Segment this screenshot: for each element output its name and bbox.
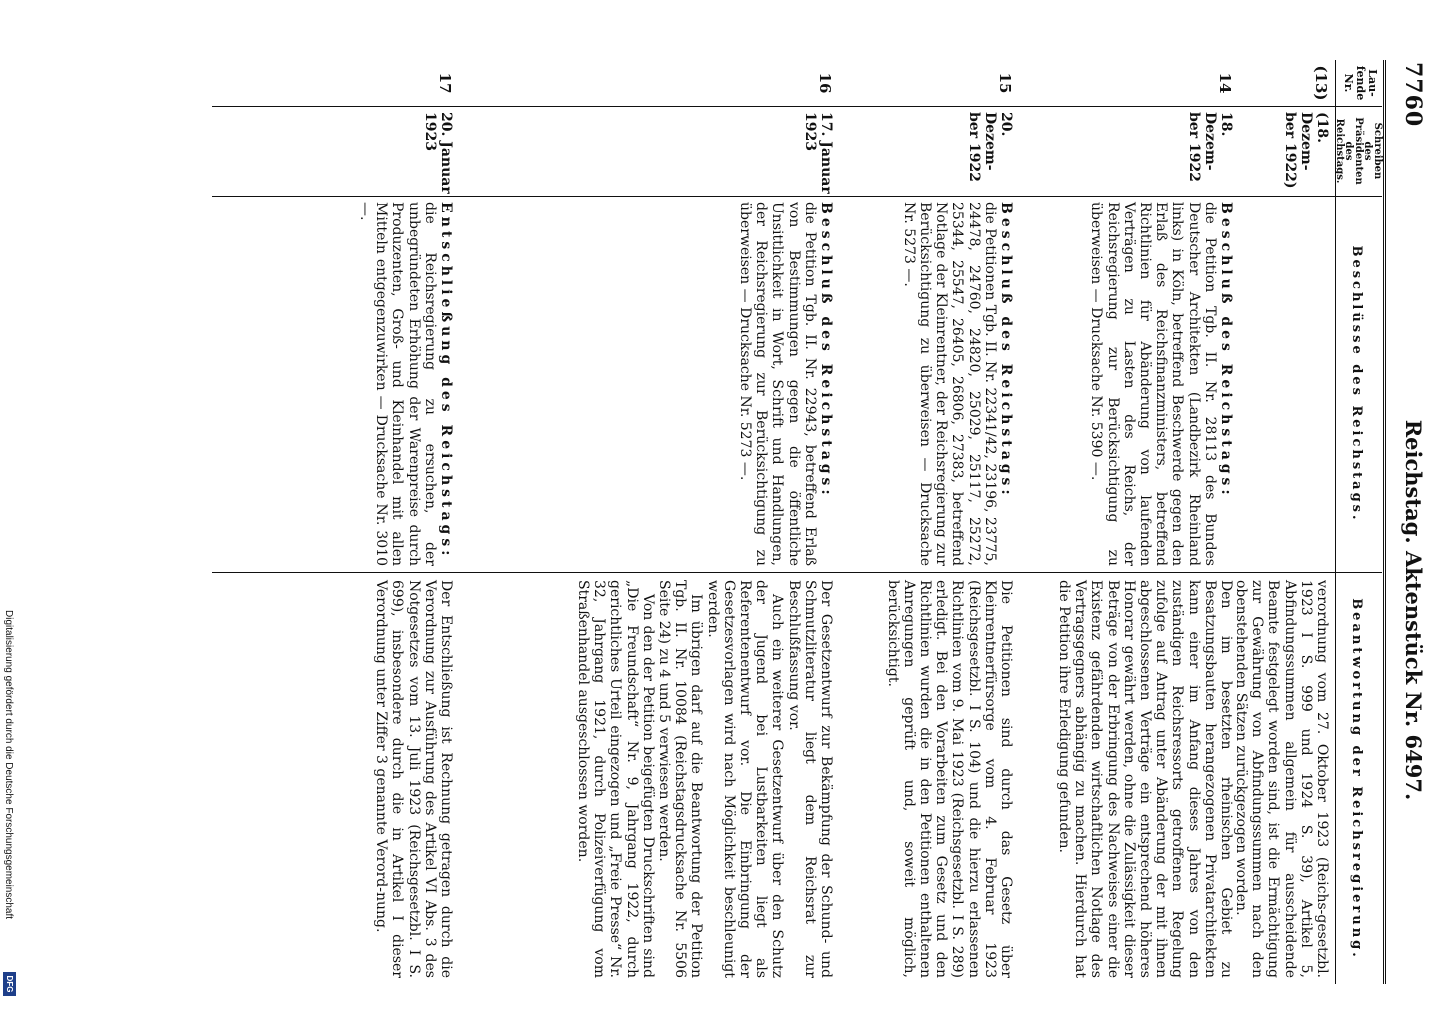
column-divider-date: [212, 196, 1382, 197]
row-resolution: [357, 202, 454, 566]
row-resolution: [737, 202, 834, 566]
row-response: [575, 580, 834, 978]
row-response: [373, 580, 454, 978]
column-divider-resolution: [212, 572, 1382, 573]
header-col-date: Schreiben des Präsidenten des Reichstags.: [1334, 117, 1383, 185]
header-col-resolution: Beschlüsse des Reichstags.: [1349, 245, 1364, 523]
row-response: [884, 580, 1014, 978]
continuation-response: verordnung vom 27. Oktober 1923 (Reichs-gesetzbl. 1923 I S. 999 und 1924 S. 39), Artikel 5, Abfindungssummen allgemein für ausscheidende Beamte festgelegt worden sind, ist die Ermächtigung zur Gewährung von Abfindungssummen nach den obenstehenden Sätzen zurückgezogen worden.: [1232, 580, 1330, 978]
response-paragraph: Der Gesetzentwurf zur Bekämpfung der Schund- und Schmutzliteratur liegt dem Reichsrat zur Beschlußfassung vor.: [785, 580, 834, 978]
resolution-text: die Petition Tgb. II. Nr. 22943, betreffend Erlaß von Bestimmungen gegen die öffentliche Unsittlichkeit in Wort, Schrift und Handlungen, der Reichsregierung zur Berücksichtigung zu überweisen — Drucksache Nr. 5273 —.: [736, 202, 818, 566]
header-bottom-rule: [1335, 60, 1336, 984]
response-paragraph: Die Petitionen sind durch das Gesetz über Kleinrentnerfürsorge vom 4. Februar 1923 (Reichsgesetzbl. I S. 104) und die hierzu erlassenen Richtlinien vom 9. Mai 1923 (Reichsgesetzbl. I S. 289) erledigt. Bei den Vorarbeiten zum Gesetz und den Richtlinien wurden die in den Petitionen enthaltenen Anregungen geprüft und, soweit möglich, berücksichtigt.: [884, 580, 1014, 978]
resolution-text: die Reichsregierung zu ersuchen, der unbegründeten Erhöhung der Warenpreise durch Produzenten, Groß- und Kleinhandel mit allen Mitteln entgegenzuwirken — Drucksache Nr. 3010 —.: [356, 202, 438, 566]
row-date: 17. Januar 1923: [802, 112, 834, 194]
resolution-title: Entschließung des Reichstags:: [438, 202, 454, 560]
resolution-title: Beschluß des Reichstags:: [1218, 202, 1234, 499]
dfg-logo: DFG: [3, 972, 16, 996]
response-paragraph: Den im besetzten rheinischen Gebiet zu Besatzungsbauten herangezogenen Privatarchitekten kann einer im Anfang dieses Jahres von den zuständigen Reichsressorts getroffenen Regelung zufolge auf Antrag unter Abänderung der mit ihnen abgeschlossenen Verträge ein entsprechend höheres Honorar gewährt werden, ohne die Zulässigkeit dieser Beträge von der Erbringung des Nachweises einer die Existenz gefährdenden wirtschaftlichen Notlage des Vertragsgegners abhängig zu machen. Hierdurch hat die Petition ihre Erledigung gefunden.: [1055, 580, 1234, 978]
row-resolution: [901, 202, 1014, 566]
response-paragraph: Im übrigen darf auf die Beantwortung der Petition Tgb. II. Nr. 10084 (Reichstagsdrucksache Nr. 5506 Seite 24) zu 4 und 5 verwiesen werden.: [655, 580, 705, 978]
header-col-no: Lau- fende Nr.: [1342, 65, 1379, 101]
response-paragraph: Der Entschließung ist Rechnung getragen durch die Verordnung zur Ausführung des Artikel VI Abs. 3 des Notgesetzes vom 13. Juli 1923 (Reichsgesetzbl. I S. 699), insbesondere durch die in Artikel I dieser Verordnung unter Ziffer 3 genannte Verord-nung.: [373, 580, 454, 978]
row-number: 16: [816, 72, 834, 94]
row-date: 20. Dezem- ber 1922: [966, 112, 1014, 182]
row-date: 20. Januar 1923: [422, 112, 454, 194]
digitization-note: Digitalisierung gefördert durch die Deutsche Forschungsgemeinschaft: [3, 610, 14, 920]
continuation-number: (13): [1312, 65, 1330, 101]
row-number: 15: [996, 72, 1014, 94]
page-number: 7760: [1400, 62, 1426, 128]
response-paragraph: Auch ein weiterer Gesetzentwurf über den Schutz der Jugend bei Lustbarkeiten liegt als Referentenentwurf vor. Die Einbringung der Gesetzesvorlagen wird nach Möglichkeit beschleunigt werden.: [704, 580, 786, 978]
resolution-title: Beschluß des Reichstags:: [998, 202, 1014, 499]
resolution-text: die Petitionen Tgb. II. Nr. 22341/42, 23196, 23775, 24478, 24760, 24820, 25029, 25117, 25272, 25344, 25547, 26405, 26806, 27383, betreffend Notlage der Kleinrentner, der Reichsregierung zur Berücksichtigung zu überweisen — Drucksache Nr. 5273 —.: [900, 202, 998, 566]
row-date: 18. Dezem- ber 1922: [1186, 112, 1234, 182]
row-response: [1056, 580, 1234, 978]
top-rule: [1383, 60, 1386, 984]
running-head: Reichstag. Aktenstück Nr. 6497.: [1401, 419, 1426, 801]
resolution-title: Beschluß des Reichstags:: [818, 202, 834, 499]
row-number: 14: [1216, 72, 1234, 94]
row-resolution: [1088, 202, 1234, 566]
response-paragraph: Von den der Petition beigefügten Druckschriften sind „Die Freundschaft“ Nr. 9, Jahrgang 1922, durch gerichtliches Urteil eingezogen und „Freie Presse“ Nr. 32, Jahrgang 1921, durch Polizeiverfügung vom Straßenhandel ausgeschlossen worden.: [574, 580, 656, 978]
column-divider-no: [212, 106, 1382, 107]
header-col-response: Beantwortung der Reichsregierung.: [1349, 598, 1364, 960]
row-number: 17: [436, 72, 454, 94]
resolution-text: die Petition Tgb. II. Nr. 28113 des Bundes Deutscher Architekten (Landbezirk Rheinland links) in Köln, betreffend Beschwerde gegen den Erlaß des Reichsfinanzministers, betreffend Richtlinien für Abänderung von laufenden Verträgen zu Lasten des Reichs, der Reichsregierung zur Berücksichtigung zu überweisen — Drucksache Nr. 5390 —.: [1088, 202, 1218, 566]
continuation-date: (18. Dezem- ber 1922): [1282, 112, 1330, 189]
